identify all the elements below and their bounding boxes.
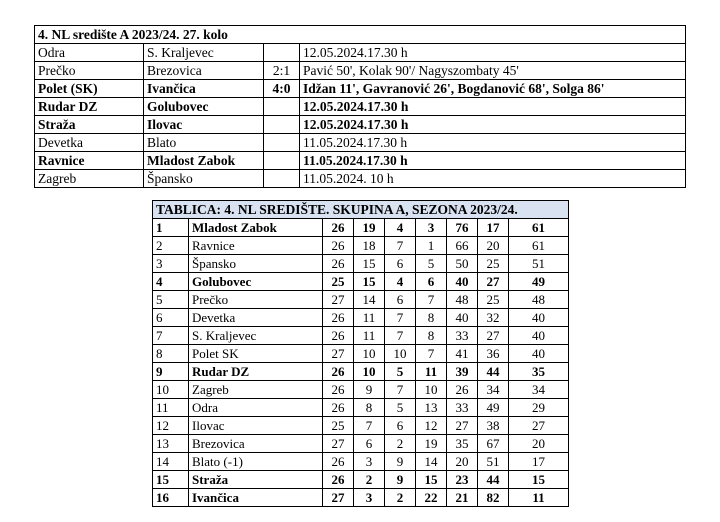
standings-wins: 11 — [354, 327, 385, 345]
match-row — [35, 152, 686, 170]
standings-position: 12 — [153, 417, 189, 435]
standings-row — [153, 309, 569, 327]
standings-wins: 19 — [354, 219, 385, 237]
standings-draws: 7 — [385, 327, 416, 345]
match-info: Pavić 50', Kolak 90'/ Nagyszombaty 45' — [300, 62, 686, 80]
standings-draws: 7 — [385, 309, 416, 327]
standings-points: 61 — [509, 219, 569, 237]
standings-row — [153, 399, 569, 417]
standings-goals-for: 48 — [447, 291, 478, 309]
match-row — [35, 98, 686, 116]
standings-points: 61 — [509, 237, 569, 255]
standings-goals-against: 49 — [478, 399, 509, 417]
standings-losses: 3 — [416, 219, 447, 237]
standings-row — [153, 363, 569, 381]
standings-points: 27 — [509, 417, 569, 435]
match-score — [264, 152, 300, 170]
standings-losses: 8 — [416, 327, 447, 345]
standings-losses: 10 — [416, 381, 447, 399]
standings-team: Ilovac — [189, 417, 323, 435]
standings-played: 26 — [323, 381, 354, 399]
standings-goals-against: 25 — [478, 255, 509, 273]
match-score — [264, 116, 300, 134]
standings-title-row — [153, 201, 569, 219]
standings-goals-against: 44 — [478, 471, 509, 489]
standings-team: Straža — [189, 471, 323, 489]
standings-team: Polet SK — [189, 345, 323, 363]
standings-played: 26 — [323, 363, 354, 381]
standings-position: 15 — [153, 471, 189, 489]
results-title: 4. NL središte A 2023/24. 27. kolo — [35, 26, 686, 44]
standings-goals-against: 25 — [478, 291, 509, 309]
standings-draws: 9 — [385, 471, 416, 489]
standings-position: 7 — [153, 327, 189, 345]
standings-points: 49 — [509, 273, 569, 291]
standings-losses: 12 — [416, 417, 447, 435]
standings-losses: 6 — [416, 273, 447, 291]
match-row — [35, 62, 686, 80]
standings-draws: 6 — [385, 417, 416, 435]
match-row — [35, 134, 686, 152]
match-row — [35, 44, 686, 62]
standings-row — [153, 381, 569, 399]
standings-played: 27 — [323, 291, 354, 309]
standings-goals-against: 38 — [478, 417, 509, 435]
standings-points: 34 — [509, 381, 569, 399]
match-info: 11.05.2024.17.30 h — [300, 134, 686, 152]
standings-goals-against: 27 — [478, 273, 509, 291]
match-info: 12.05.2024.17.30 h — [300, 116, 686, 134]
standings-position: 9 — [153, 363, 189, 381]
match-home-team: Prečko — [35, 62, 144, 80]
match-away-team: Mladost Zabok — [144, 152, 264, 170]
standings-goals-for: 40 — [447, 309, 478, 327]
standings-wins: 10 — [354, 363, 385, 381]
standings-row — [153, 237, 569, 255]
standings-draws: 4 — [385, 219, 416, 237]
standings-row — [153, 453, 569, 471]
standings-team: Blato (-1) — [189, 453, 323, 471]
standings-goals-for: 50 — [447, 255, 478, 273]
match-away-team: Špansko — [144, 170, 264, 188]
standings-losses: 7 — [416, 291, 447, 309]
standings-losses: 8 — [416, 309, 447, 327]
match-away-team: S. Kraljevec — [144, 44, 264, 62]
match-home-team: Ravnice — [35, 152, 144, 170]
standings-goals-for: 66 — [447, 237, 478, 255]
standings-played: 26 — [323, 327, 354, 345]
standings-losses: 5 — [416, 255, 447, 273]
standings-points: 11 — [509, 489, 569, 507]
standings-position: 6 — [153, 309, 189, 327]
standings-losses: 1 — [416, 237, 447, 255]
standings-wins: 15 — [354, 255, 385, 273]
standings-row — [153, 471, 569, 489]
standings-wins: 15 — [354, 273, 385, 291]
standings-points: 29 — [509, 399, 569, 417]
standings-draws: 6 — [385, 291, 416, 309]
standings-points: 35 — [509, 363, 569, 381]
standings-points: 40 — [509, 309, 569, 327]
standings-goals-for: 35 — [447, 435, 478, 453]
standings-losses: 14 — [416, 453, 447, 471]
standings-points: 48 — [509, 291, 569, 309]
match-score — [264, 98, 300, 116]
standings-played: 26 — [323, 219, 354, 237]
standings-row — [153, 435, 569, 453]
standings-team: Ivančica — [189, 489, 323, 507]
standings-draws: 9 — [385, 453, 416, 471]
match-row — [35, 116, 686, 134]
standings-goals-against: 36 — [478, 345, 509, 363]
standings-points: 40 — [509, 345, 569, 363]
match-info: 11.05.2024.17.30 h — [300, 152, 686, 170]
standings-goals-against: 32 — [478, 309, 509, 327]
standings-played: 26 — [323, 453, 354, 471]
standings-goals-against: 51 — [478, 453, 509, 471]
match-home-team: Polet (SK) — [35, 80, 144, 98]
match-info: 12.05.2024.17.30 h — [300, 44, 686, 62]
match-away-team: Golubovec — [144, 98, 264, 116]
standings-row — [153, 489, 569, 507]
match-score — [264, 44, 300, 62]
standings-goals-for: 39 — [447, 363, 478, 381]
standings-played: 25 — [323, 273, 354, 291]
match-row — [35, 80, 686, 98]
standings-team: Golubovec — [189, 273, 323, 291]
standings-losses: 15 — [416, 471, 447, 489]
standings-team: Brezovica — [189, 435, 323, 453]
standings-wins: 8 — [354, 399, 385, 417]
standings-played: 26 — [323, 309, 354, 327]
match-info: Idžan 11', Gavranović 26', Bogdanović 68', Solga 86' — [300, 80, 686, 98]
standings-row — [153, 291, 569, 309]
standings-played: 26 — [323, 399, 354, 417]
standings-team: Devetka — [189, 309, 323, 327]
standings-draws: 2 — [385, 435, 416, 453]
match-score: 4:0 — [264, 80, 300, 98]
standings-team: Zagreb — [189, 381, 323, 399]
standings-goals-for: 76 — [447, 219, 478, 237]
match-row — [35, 170, 686, 188]
match-home-team: Zagreb — [35, 170, 144, 188]
standings-losses: 22 — [416, 489, 447, 507]
standings-played: 26 — [323, 471, 354, 489]
standings-played: 27 — [323, 435, 354, 453]
standings-row — [153, 345, 569, 363]
standings-goals-against: 27 — [478, 327, 509, 345]
standings-team: Ravnice — [189, 237, 323, 255]
standings-played: 27 — [323, 345, 354, 363]
match-info: 11.05.2024. 10 h — [300, 170, 686, 188]
match-home-team: Odra — [35, 44, 144, 62]
standings-title: TABLICA: 4. NL SREDIŠTE. SKUPINA A, SEZONA 2023/24. — [153, 201, 569, 219]
standings-goals-for: 33 — [447, 327, 478, 345]
match-home-team: Devetka — [35, 134, 144, 152]
standings-points: 40 — [509, 327, 569, 345]
standings-goals-for: 26 — [447, 381, 478, 399]
standings-played: 26 — [323, 255, 354, 273]
standings-wins: 18 — [354, 237, 385, 255]
standings-losses: 19 — [416, 435, 447, 453]
standings-losses: 7 — [416, 345, 447, 363]
results-title-row — [35, 26, 686, 44]
standings-goals-for: 27 — [447, 417, 478, 435]
standings-goals-for: 20 — [447, 453, 478, 471]
standings-goals-for: 23 — [447, 471, 478, 489]
standings-draws: 6 — [385, 255, 416, 273]
standings-goals-against: 34 — [478, 381, 509, 399]
standings-points: 15 — [509, 471, 569, 489]
standings-wins: 3 — [354, 489, 385, 507]
standings-draws: 5 — [385, 399, 416, 417]
standings-team: Mladost Zabok — [189, 219, 323, 237]
standings-row — [153, 273, 569, 291]
standings-goals-against: 82 — [478, 489, 509, 507]
standings-goals-against: 67 — [478, 435, 509, 453]
standings-wins: 7 — [354, 417, 385, 435]
standings-goals-against: 17 — [478, 219, 509, 237]
standings-position: 5 — [153, 291, 189, 309]
standings-position: 3 — [153, 255, 189, 273]
standings-draws: 5 — [385, 363, 416, 381]
standings-position: 8 — [153, 345, 189, 363]
standings-draws: 4 — [385, 273, 416, 291]
standings-goals-for: 33 — [447, 399, 478, 417]
standings-row — [153, 327, 569, 345]
standings-row — [153, 255, 569, 273]
standings-position: 16 — [153, 489, 189, 507]
standings-wins: 11 — [354, 309, 385, 327]
standings-points: 17 — [509, 453, 569, 471]
standings-draws: 2 — [385, 489, 416, 507]
standings-table — [152, 200, 569, 507]
standings-position: 14 — [153, 453, 189, 471]
match-score — [264, 170, 300, 188]
match-away-team: Ivančica — [144, 80, 264, 98]
standings-goals-against: 44 — [478, 363, 509, 381]
match-info: 12.05.2024.17.30 h — [300, 98, 686, 116]
standings-team: S. Kraljevec — [189, 327, 323, 345]
standings-losses: 11 — [416, 363, 447, 381]
standings-draws: 7 — [385, 237, 416, 255]
standings-position: 13 — [153, 435, 189, 453]
standings-points: 51 — [509, 255, 569, 273]
match-score: 2:1 — [264, 62, 300, 80]
match-away-team: Brezovica — [144, 62, 264, 80]
match-away-team: Blato — [144, 134, 264, 152]
standings-row — [153, 219, 569, 237]
standings-wins: 6 — [354, 435, 385, 453]
standings-position: 11 — [153, 399, 189, 417]
standings-goals-for: 21 — [447, 489, 478, 507]
standings-wins: 2 — [354, 471, 385, 489]
standings-team: Prečko — [189, 291, 323, 309]
standings-wins: 10 — [354, 345, 385, 363]
standings-points: 20 — [509, 435, 569, 453]
standings-position: 1 — [153, 219, 189, 237]
match-away-team: Ilovac — [144, 116, 264, 134]
standings-losses: 13 — [416, 399, 447, 417]
standings-goals-against: 20 — [478, 237, 509, 255]
standings-position: 2 — [153, 237, 189, 255]
standings-team: Rudar DZ — [189, 363, 323, 381]
standings-team: Odra — [189, 399, 323, 417]
match-home-team: Rudar DZ — [35, 98, 144, 116]
standings-team: Špansko — [189, 255, 323, 273]
standings-goals-for: 40 — [447, 273, 478, 291]
standings-draws: 10 — [385, 345, 416, 363]
results-table — [34, 25, 686, 188]
standings-played: 26 — [323, 237, 354, 255]
standings-wins: 14 — [354, 291, 385, 309]
standings-played: 27 — [323, 489, 354, 507]
standings-row — [153, 417, 569, 435]
standings-wins: 3 — [354, 453, 385, 471]
match-score — [264, 134, 300, 152]
match-home-team: Straža — [35, 116, 144, 134]
standings-position: 4 — [153, 273, 189, 291]
standings-draws: 7 — [385, 381, 416, 399]
standings-position: 10 — [153, 381, 189, 399]
standings-wins: 9 — [354, 381, 385, 399]
standings-goals-for: 41 — [447, 345, 478, 363]
standings-played: 25 — [323, 417, 354, 435]
